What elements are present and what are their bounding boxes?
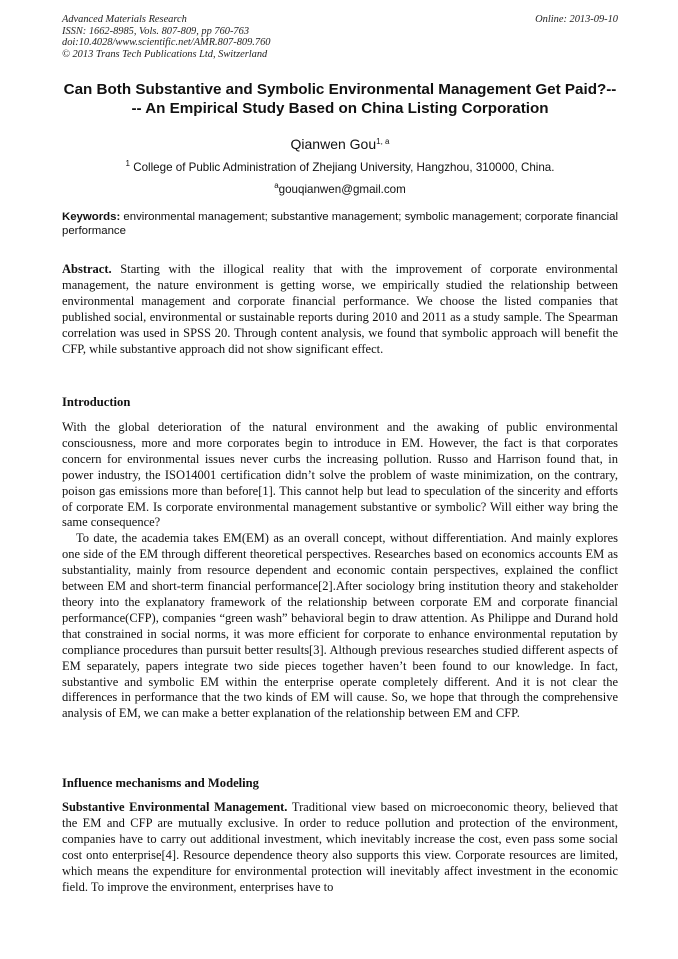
introduction-body (62, 420, 618, 722)
affiliation (62, 157, 618, 175)
issn-line: ISSN: 1662-8985, Vols. 807-809, pp 760-763 (62, 25, 250, 37)
email-superscript: a (274, 181, 279, 190)
author-email[interactable]: gouqianwen@gmail.com (278, 183, 406, 196)
author-name: Qianwen Gou (290, 136, 377, 152)
introduction-heading: Introduction (62, 395, 131, 409)
abstract-text: Starting with the illogical reality that with the improvement of corporate environmental management, the nature environment is getting worse, we empirically studied the relationship between environmental management and corporate financial performance. We choose the listed companies that published social, environmental or sustainable reports during 2010 and 2011 as a study sample. The Spearman correlation was used in SPSS 20. Through content analysis, we found that symbolic approach will benefit the CFP, while substantive approach did not show significant effect. (62, 262, 619, 356)
email-line (62, 179, 618, 197)
keywords (62, 210, 618, 238)
author-superscript: 1, a (376, 137, 390, 146)
keywords-label: Keywords: (62, 211, 121, 223)
doi-line[interactable]: doi:10.4028/www.scientific.net/AMR.807-809.760 (62, 37, 271, 49)
paper-title: Can Both Substantive and Symbolic Environmental Management Get Paid?---- An Empirical Study Based on China Listing Corporation (63, 81, 617, 117)
journal-header (62, 14, 618, 60)
abstract-label: Abstract. (62, 262, 112, 276)
affiliation-text: College of Public Administration of Zhejiang University, Hangzhou, 310000, China. (133, 161, 555, 174)
abstract (62, 262, 618, 357)
influence-heading: Influence mechanisms and Modeling (62, 776, 259, 790)
influence-body (62, 800, 618, 895)
author-line (62, 133, 618, 153)
affiliation-superscript: 1 (125, 159, 130, 168)
online-date: Online: 2013-09-10 (535, 14, 618, 25)
copyright-line: © 2013 Trans Tech Publications Ltd, Switzerland (62, 48, 268, 60)
journal-name: Advanced Materials Research (62, 14, 187, 25)
introduction-paragraph-2: To date, the academia takes EM(EM) as an overall concept, without differentiation. And mainly explores one side of the EM through different theoretical perspectives. Researches based on economics accounts EM as substantiality, mainly from resource dependent and economic contain perspectives, explained the conflict between EM and short-term financial performance[2].After sociology bring institution theory and stakeholder theory into the explanatory framework of the relationship between corporate EM and corporate financial performance(CFP), companies “green wash” behavioral begin to draw attention. As Philippe and Durand hold that constrained in social norms, it was more efficient for corporate to enhance environmental reputation by compliance procedures than pursuit better results[3]. Although previous researches studied different aspects of EM separately, papers integrate two side pieces together haven’t been found to our knowledge. In fact, substantive and symbolic EM within the enterprise operate completely different. And it is not clear the differences in performance that the two kinds of EM will cause. So, we hope that through the comprehensive analysis of EM, we can make a better explanation of the relationship between EM and CFP. (62, 531, 618, 721)
introduction-paragraph-1: With the global deterioration of the natural environment and the awaking of public environmental consciousness, more and more corporates begin to introduce in EM. However, the fact is that corporates concern for environmental issues never curbs the increasing pollution. Russo and Harrison found that, in power industry, the ISO14001 certification didn’t solve the problem of waste minimization, on the contrary, poison gas emissions more than before[1]. This cannot help but lead to speculation of the sincerity and efforts of corporate EM. Is corporate environmental management substantive or symbolic? Will either way bring the same consequence? (62, 420, 618, 530)
influence-paragraph-1: Traditional view based on microeconomic theory, believed that the EM and CFP are mutually exclusive. In order to reduce pollution and protection of the environment, companies have to carry out additional investment, which inevitably increase the cost, even pass some social cost onto enterprise[4]. Resource dependence theory also supports this view. Corporate resources are limited, which means the expenditure for environmental protection will inevitably affect investment in the economic field. To improve the environment, enterprises have to (62, 800, 618, 894)
keywords-text: environmental management; substantive management; symbolic management; corporate financial performance (62, 211, 618, 237)
substantive-em-label: Substantive Environmental Management. (62, 800, 288, 814)
